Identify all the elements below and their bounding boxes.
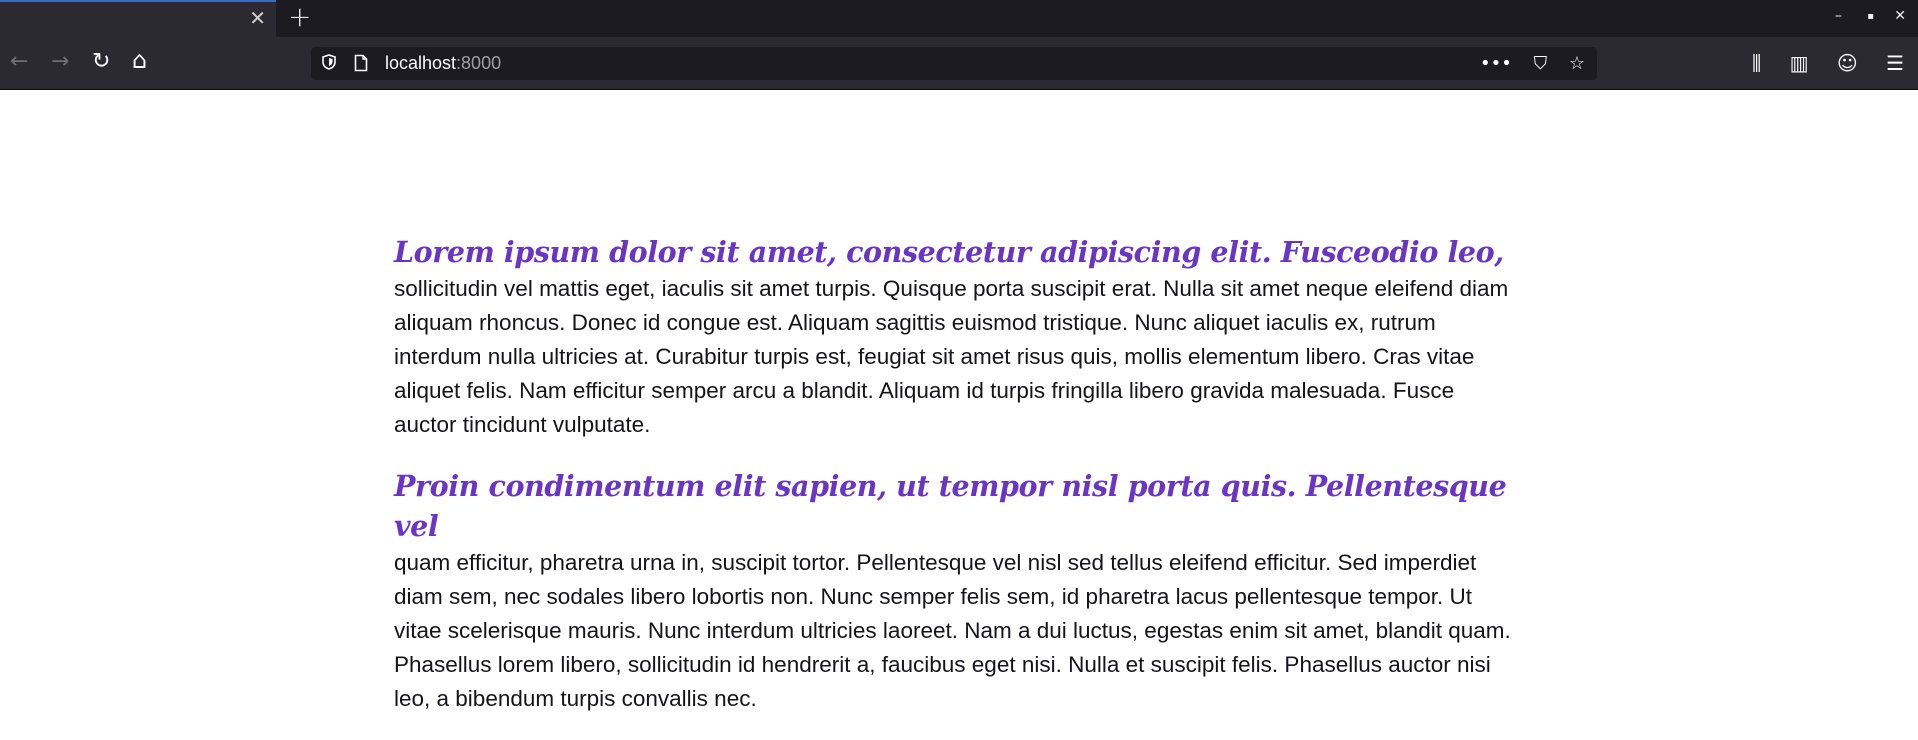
paragraph-body: sollicitudin vel mattis eget, iaculis sit amet turpis. Quisque porta suscipit erat. Nulla sit amet neque eleifend diam aliquam rhoncus. Donec id congue est. Aliquam sagittis euismod tristique. Nunc aliquet iaculis ex, rutrum interdum nulla ultricies at. Curabitur turpis est, feugiat sit amet risus quis, mollis elementum libero. Cras vitae aliquet felis. Nam efficitur semper arcu a blandit. Aliquam id turpis fringilla libero gravida malesuada. Fusce auctor tincidunt vulputate. (394, 276, 1509, 437)
back-button[interactable]: ← (10, 49, 29, 74)
paragraph-body: quam efficitur, pharetra urna in, suscipit tortor. Pellentesque vel nisl sed tellus eleifend efficitur. Sed imperdiet diam sem, nec sodales libero lobortis non. Nunc semper felis sem, id pharetra lacus pellentesque tempor. Ut vitae scelerisque mauris. Nunc interdum ultricies laoreet. Nam a dui luctus, egestas enim sit amet, blandit quam. Phasellus lorem libero, sollicitudin id hendrerit a, faucibus eget nisi. Nulla et suscipit felis. Phasellus auctor nisi leo, a bibendum turpis convallis nec. (394, 550, 1511, 711)
home-button[interactable]: ⌂ (132, 46, 148, 74)
url-port: :8000 (456, 53, 502, 73)
shield-icon[interactable] (322, 54, 336, 70)
minimize-button[interactable]: – (1835, 8, 1842, 24)
url-host: localhost (385, 53, 457, 73)
close-window-button[interactable]: ✕ (1894, 8, 1906, 24)
account-icon[interactable]: ☺ (1836, 51, 1858, 75)
paragraph-lead: Lorem ipsum dolor sit amet, consectetur adipiscing elit. Fusceodio leo, (394, 235, 1504, 269)
library-icon[interactable]: ⫼ (1752, 51, 1762, 75)
page-icon[interactable] (354, 54, 368, 72)
page-actions-icon[interactable]: ••• (1480, 53, 1512, 74)
url-bar[interactable] (311, 47, 1597, 80)
maximize-button[interactable]: ▪ (1867, 11, 1874, 22)
forward-button[interactable]: → (51, 49, 70, 74)
sidebar-icon[interactable]: ▥ (1789, 51, 1809, 75)
new-tab-button[interactable]: + (288, 0, 312, 33)
close-tab-icon[interactable]: ✕ (249, 6, 266, 30)
paragraph-lead: Proin condimentum elit sapien, ut tempor nisl porta quis. Pellentesque vel (394, 469, 1507, 543)
navigation-toolbar (0, 37, 1918, 90)
menu-icon[interactable]: ☰ (1886, 51, 1904, 75)
pocket-icon[interactable]: ⛉ (1533, 53, 1548, 74)
reload-button[interactable]: ↻ (92, 49, 111, 74)
paragraph (394, 232, 1514, 442)
active-tab[interactable] (0, 0, 276, 37)
tab-strip (0, 0, 1918, 37)
page-content (394, 232, 1514, 740)
url-text[interactable] (385, 53, 501, 74)
paragraph (394, 466, 1514, 716)
bookmark-star-icon[interactable]: ☆ (1568, 53, 1585, 74)
